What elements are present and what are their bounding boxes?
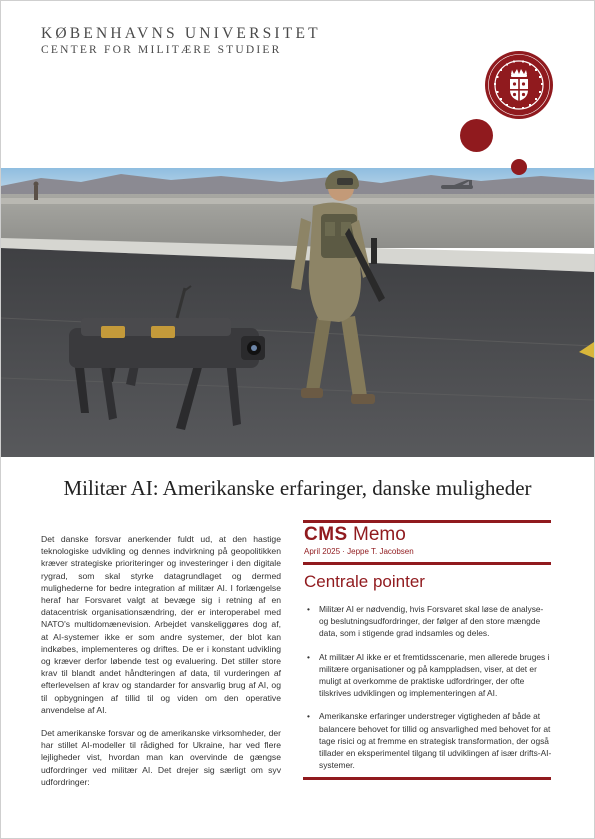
- decorative-dot-small: [511, 159, 527, 175]
- memo-rule-bottom: [303, 777, 551, 780]
- university-seal-icon: [484, 50, 554, 120]
- bullet-icon: •: [307, 651, 310, 662]
- key-point-text: At militær AI ikke er et fremtidsscenarie, men allerede bruges i militære organisationer og på kamppladsen, viser, at det er muligt at overkomme de praktiske udfordringer, der ofte tilskrives udviklingen og implementeringen af AI.: [319, 651, 550, 699]
- university-name: KØBENHAVNS UNIVERSITET: [41, 25, 321, 42]
- memo-label-memo: Memo: [353, 524, 406, 545]
- center-name: CENTER FOR MILITÆRE STUDIER: [41, 44, 282, 56]
- memo-rule-middle: [303, 562, 551, 565]
- key-point-1: [304, 603, 552, 640]
- memo-label-cms: CMS: [304, 524, 348, 545]
- bullet-icon: •: [307, 604, 310, 614]
- background-soldier-icon: [34, 182, 39, 201]
- page-title: Militær AI: Amerikanske erfaringer, danske muligheder: [63, 476, 532, 500]
- hero-photo-illustration: [1, 168, 594, 457]
- decorative-dot-large: [460, 119, 493, 152]
- body-paragraph-2: Det amerikanske forsvar og de amerikanske virksomheder, der har stillet AI-modeller til rådighed for Ukraine, har ved flere lejligheder vist, hvordan man kan overvinde de gængse udfordringer ved militær AI. Det drejer sig særligt om syv udfordringer:: [41, 728, 281, 787]
- key-point-2: [304, 651, 552, 700]
- body-text: [41, 533, 281, 799]
- bullet-icon: •: [307, 711, 310, 722]
- key-point-text: Amerikanske erfaringer understreger vigtigheden af både at balancere behovet for tillid og ansvarlighed med behovet for at tage risici og at fremme en strategisk transformation, der også tillader en eksperimentel tilgang til udviklingen af især drifts-AI-systemer.: [319, 711, 552, 771]
- key-points-heading: Centrale pointer: [304, 572, 425, 591]
- key-point-3: [304, 710, 552, 771]
- key-points-list: [304, 603, 552, 782]
- body-paragraph-1: Det danske forsvar anerkender fuldt ud, at den hastige teknologiske udvikling og dennes indvirkning på geopolitikken kræver strategiske prioriteringer og investeringer i den digitale rygrad, som skal styrke datagrundlaget og dermed mulighederne for bedre integration af militær AI. I forlængelse heraf har Forsvaret valgt at bevæge sig i retning af en datacentrisk organisationsændring, der er interoperabel med NATO's multidomænevision. Arbejdet vanskeliggøres dog af, at AI-systemer ikke er som andre systemer, der blot kan indkøbes, implementeres og driftes. De er i konstant udvikling og kræver derfor løbende test og evaluering. Det stiller store krav til blandt andet håndteringen af data, til vurderingen af efterlevelsen af krav og standarder for ansvarlig brug af AI, og til opbygningen af tillid til og viden om den operative anvendelse af AI.: [41, 534, 281, 715]
- memo-rule-top: [303, 520, 551, 523]
- memo-label: [304, 524, 406, 546]
- hero-photo: [1, 168, 594, 457]
- key-point-text: Militær AI er nødvendig, hvis Forsvaret skal løse de analyse- og beslutningsudfordringer, der følger af den store mængde data, som i stigende grad indsamles og deles.: [319, 604, 544, 639]
- memo-date-author: April 2025 · Jeppe T. Jacobsen: [304, 547, 414, 556]
